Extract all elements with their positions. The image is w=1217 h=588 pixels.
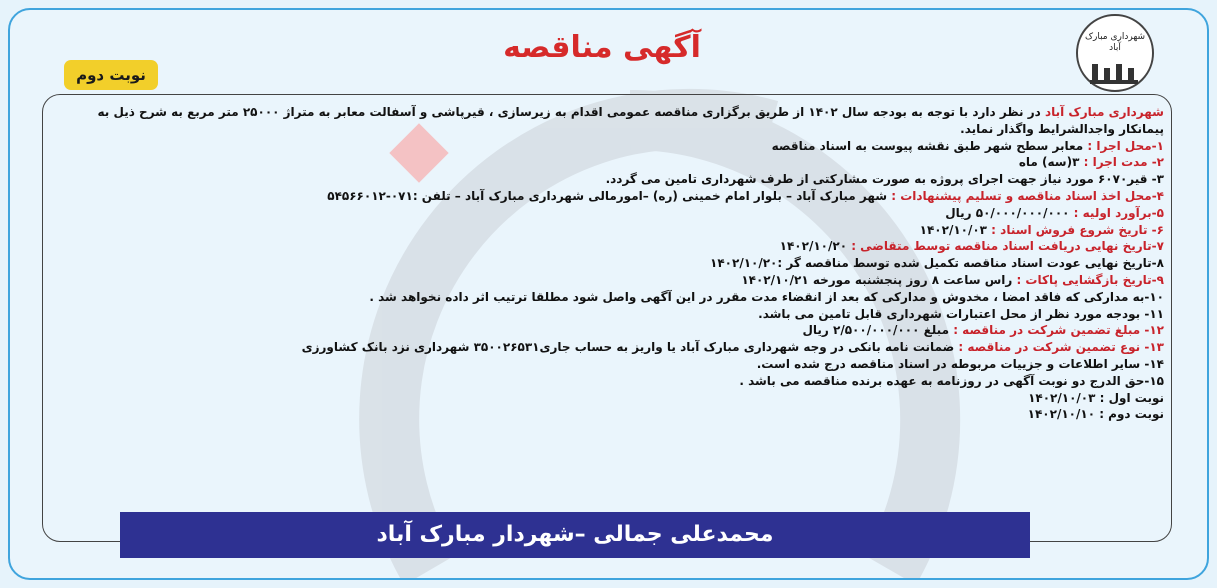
item-text: ضمانت نامه بانکی در وجه شهرداری مبارک آباد یا واریز به حساب جاری۳۵۰۰۲۶۵۳۱ شهرداری نزد بانک کشاورزی bbox=[301, 340, 955, 355]
municipality-logo bbox=[1076, 14, 1154, 92]
item-text: ۸-تاریخ نهایی عودت اسناد مناقصه تکمیل شده توسط مناقصه گر :۱۴۰۲/۱۰/۲۰ bbox=[710, 256, 1164, 271]
logo-text: شهرداری مبارک آباد bbox=[1084, 32, 1146, 53]
item-label: ۱۲- مبلغ تضمین شرکت در مناقصه : bbox=[949, 323, 1164, 338]
intro-paragraph bbox=[52, 104, 1164, 138]
item-text: ۱۴۰۲/۱۰/۰۳ bbox=[919, 222, 987, 237]
item-text: معابر سطح شهر طبق نقشه پیوست به اسناد مناقصه bbox=[771, 138, 1084, 153]
item-text: ۳(سه) ماه bbox=[1018, 155, 1080, 170]
item-text: ۱۵-حق الدرج دو نوبت آگهی در روزنامه به عهده برنده مناقصه می باشد . bbox=[739, 373, 1164, 388]
ad-title: آگهی مناقصه bbox=[503, 30, 701, 65]
item-text: نوبت دوم : ۱۴۰۲/۱۰/۱۰ bbox=[1027, 407, 1164, 422]
list-item bbox=[52, 205, 1164, 222]
item-text: نوبت اول : ۱۴۰۲/۱۰/۰۳ bbox=[1028, 390, 1164, 405]
item-label: ۱-محل اجرا : bbox=[1083, 138, 1164, 153]
list-item bbox=[52, 306, 1164, 323]
list-item bbox=[52, 188, 1164, 205]
ad-frame bbox=[8, 8, 1209, 580]
list-item bbox=[52, 322, 1164, 339]
list-item bbox=[52, 289, 1164, 306]
list-item bbox=[52, 222, 1164, 239]
intro-text: در نظر دارد با توجه به بودجه سال ۱۴۰۲ از طریق برگزاری مناقصه عمومی اقدام به زیرسازی ، قیرپاشی و آسفالت معابر به متراژ ۲۵۰۰۰ متر مربع به شرح ذیل به پیمانکار واجدالشرایط واگذار نماید. bbox=[97, 105, 1164, 136]
item-text: ۱۰-به مدارکی که فاقد امضا ، مخدوش و مدارکی که بعد از انقضاء مدت مقرر در این آگهی واصل شود مطلقا ترتیب اثر داده نخواهد شد . bbox=[369, 289, 1164, 304]
item-text: ۳- قیر۶۰۷۰ مورد نیاز جهت اجرای پروژه به صورت مشارکتی از طرف شهرداری تامین می گردد. bbox=[605, 172, 1164, 187]
list-item bbox=[52, 373, 1164, 390]
item-label: ۵-برآورد اولیه : bbox=[1069, 205, 1164, 220]
item-label: ۴-محل اخذ اسناد مناقصه و تسلیم پیشنهادات : bbox=[887, 188, 1164, 203]
list-item bbox=[52, 339, 1164, 356]
item-text: مبلغ ۲/۵۰۰/۰۰۰/۰۰۰ ریال bbox=[802, 323, 950, 338]
item-text: ۱۱- بودجه مورد نظر از محل اعتبارات شهرداری قابل تامین می باشد. bbox=[758, 306, 1164, 321]
signature-banner: محمدعلی جمالی –شهردار مبارک آباد bbox=[120, 512, 1030, 558]
list-item bbox=[52, 390, 1164, 407]
list-item bbox=[52, 138, 1164, 155]
ad-body bbox=[52, 104, 1164, 423]
item-label: ۷-تاریخ نهایی دریافت اسناد مناقصه توسط متقاضی : bbox=[847, 239, 1164, 254]
intro-label: شهرداری مبارک آباد bbox=[1044, 105, 1164, 119]
logo-emblem-icon bbox=[1078, 58, 1152, 88]
item-text: شهر مبارک آباد – بلوار امام خمینی (ره) –امورمالی شهرداری مبارک آباد – تلفن :۰۷۱-۵۴۵۶۶۰۱۲ bbox=[327, 188, 888, 203]
list-item bbox=[52, 238, 1164, 255]
item-label: ۱۳- نوع تضمین شرکت در مناقصه : bbox=[954, 340, 1164, 355]
list-item bbox=[52, 406, 1164, 423]
list-item bbox=[52, 356, 1164, 373]
item-label: ۶- تاریخ شروع فروش اسناد : bbox=[987, 222, 1164, 237]
list-item bbox=[52, 255, 1164, 272]
item-text: ۵۰/۰۰۰/۰۰۰/۰۰۰ ریال bbox=[945, 205, 1070, 220]
round-badge: نوبت دوم bbox=[64, 60, 158, 90]
item-label: ۹-تاریخ بازگشایی پاکات : bbox=[1012, 272, 1164, 287]
list-item bbox=[52, 272, 1164, 289]
item-text: ۱۴۰۲/۱۰/۲۰ bbox=[779, 239, 848, 254]
list-item bbox=[52, 154, 1164, 171]
list-item bbox=[52, 171, 1164, 188]
item-text: ۱۴- سایر اطلاعات و جزییات مربوطه در اسناد مناقصه درج شده است. bbox=[756, 356, 1164, 371]
item-label: ۲- مدت اجرا : bbox=[1079, 155, 1164, 170]
item-text: راس ساعت ۸ روز پنجشنبه مورخه ۱۴۰۲/۱۰/۲۱ bbox=[741, 272, 1013, 287]
